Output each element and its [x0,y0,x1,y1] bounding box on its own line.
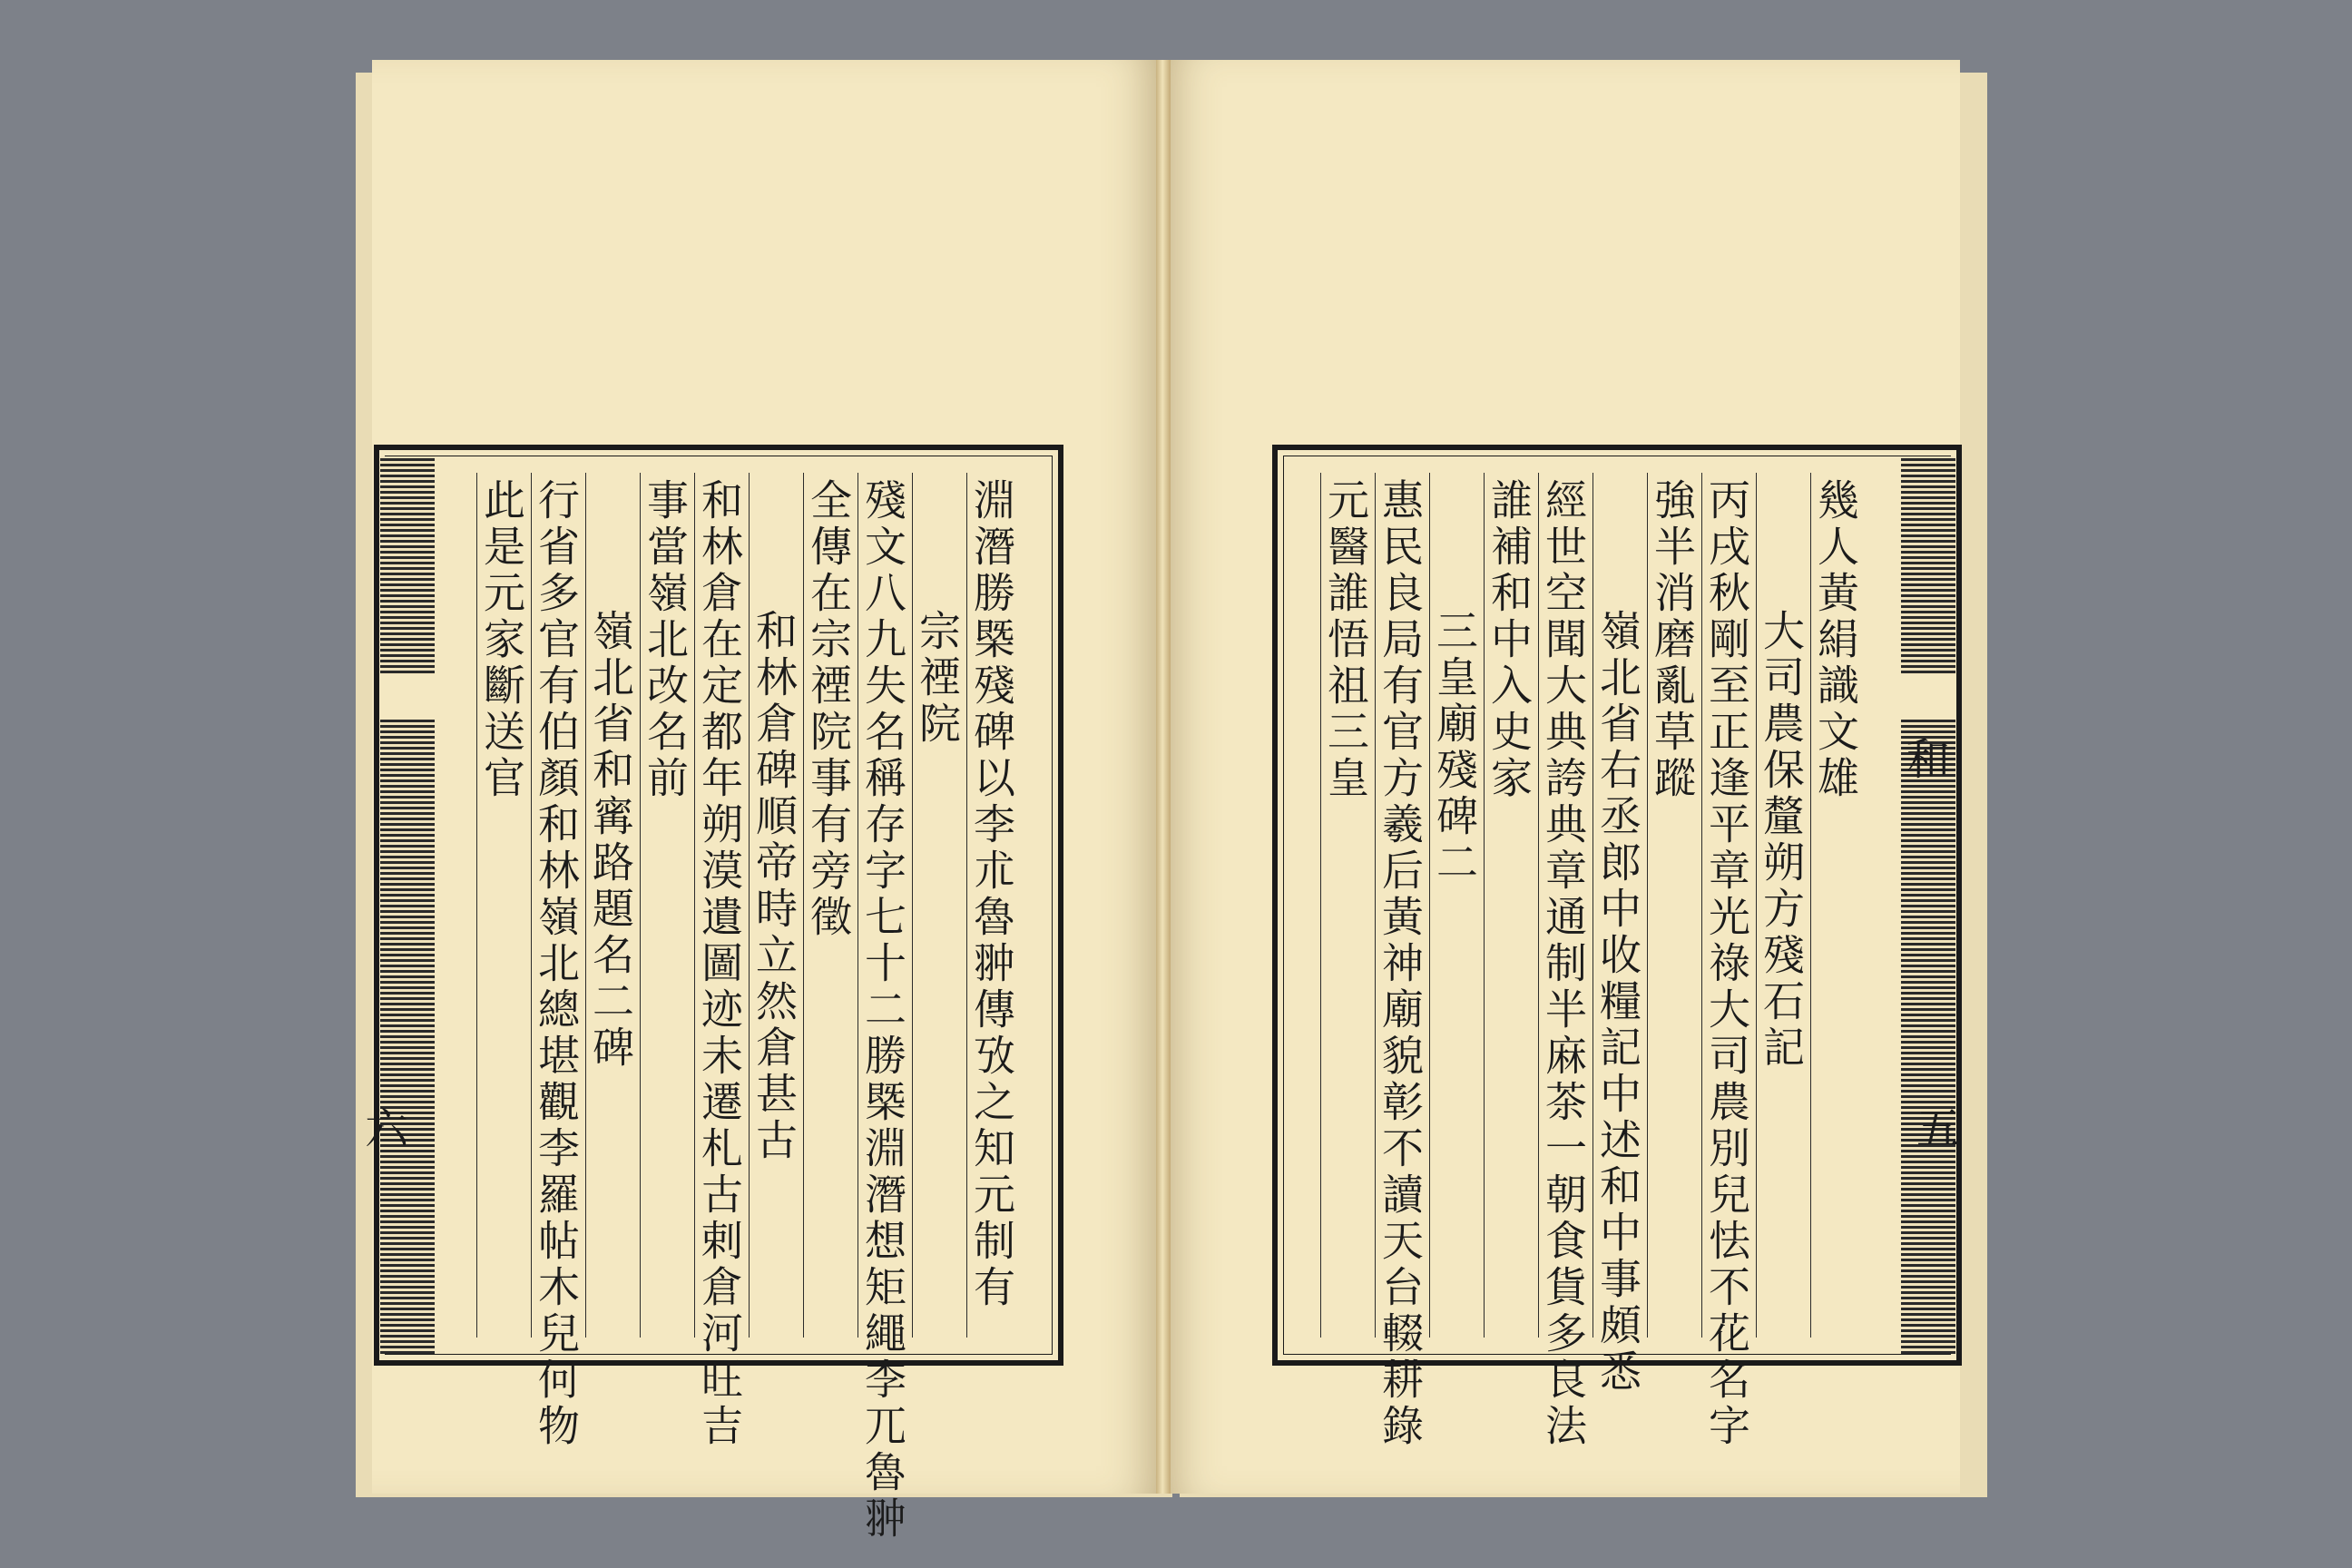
text-column [803,473,858,1338]
text-column [1592,473,1647,1396]
column-text: 誰補和中入史家 [1485,478,1534,802]
column-text: 嶺北省右丞郎中收糧記中述和中事頗悉 [1593,609,1642,1396]
column-text: 事當嶺北改名前 [641,478,690,802]
column-text: 大司農保釐朔方殘石記 [1757,609,1806,1072]
column-text: 和林倉在定都年朔漠遺圖迹未遷札古剌倉河旺吉 [695,478,744,1450]
column-text: 強半消磨亂草蹤 [1648,478,1697,802]
column-text: 全傳在宗禋院事有旁徵 [804,478,853,941]
text-column [1320,473,1375,1338]
column-text: 行省多官有伯顏和林嶺北總堪觀李羅帖木兒何物 [532,478,581,1450]
column-text: 三皇廟殘碑二 [1430,609,1479,887]
text-column [1429,473,1484,1338]
column-text: 幾人黃絹識文雄 [1811,478,1860,802]
column-text: 殘文八九失名稱存字七十二勝槩淵潛想矩繩李兀魯翀 [858,478,907,1543]
text-column [1538,473,1592,1450]
column-text: 和林倉碑順帝時立然倉甚古 [750,609,799,1164]
left-text-frame [374,445,1063,1543]
right-frame-inner-rule [1283,456,1951,1450]
text-column [585,473,640,1338]
column-text: 此是元家斷送官 [477,478,526,802]
text-column [1701,473,1756,1450]
column-text: 元醫誰悟祖三皇 [1321,478,1370,802]
text-column [858,473,912,1543]
text-column [1810,473,1865,1338]
column-text: 惠民良局有官方羲后黃神廟貌彰不讀天台輟耕錄 [1376,478,1425,1450]
text-column [1375,473,1429,1450]
left-frame-inner-rule [385,456,1053,1543]
text-column [694,473,749,1450]
column-text: 嶺北省和寗路題名二碑 [586,609,635,1072]
text-column [1647,473,1701,1338]
text-column [640,473,694,1338]
right-book-mouth [1901,456,1955,1354]
text-column [749,473,803,1338]
right-mouth-title: 和 [1906,734,1951,785]
text-column [1484,473,1538,1338]
text-column [531,473,585,1450]
column-text: 宗禋院 [913,609,962,748]
right-fish-tail [1901,674,1955,720]
book-spine [1156,60,1171,1494]
column-text: 經世空聞大典誇典章通制半麻茶一朝食貨多良法 [1539,478,1588,1450]
right-text-frame [1272,445,1962,1450]
left-page-number: 六 [365,1103,409,1154]
right-page-number: 五 [1916,1103,1961,1154]
left-fish-tail [380,674,435,720]
text-column [1756,473,1810,1338]
column-text: 淵潛勝槩殘碑以李朮魯翀傳攷之知元制有 [967,478,1016,1311]
left-book-mouth [380,456,435,1354]
column-text: 丙戌秋剛至正逢平章光祿大司農別兒怯不花名字 [1702,478,1751,1450]
text-column [912,473,966,1338]
text-column [966,473,1021,1338]
text-column [476,473,531,1338]
